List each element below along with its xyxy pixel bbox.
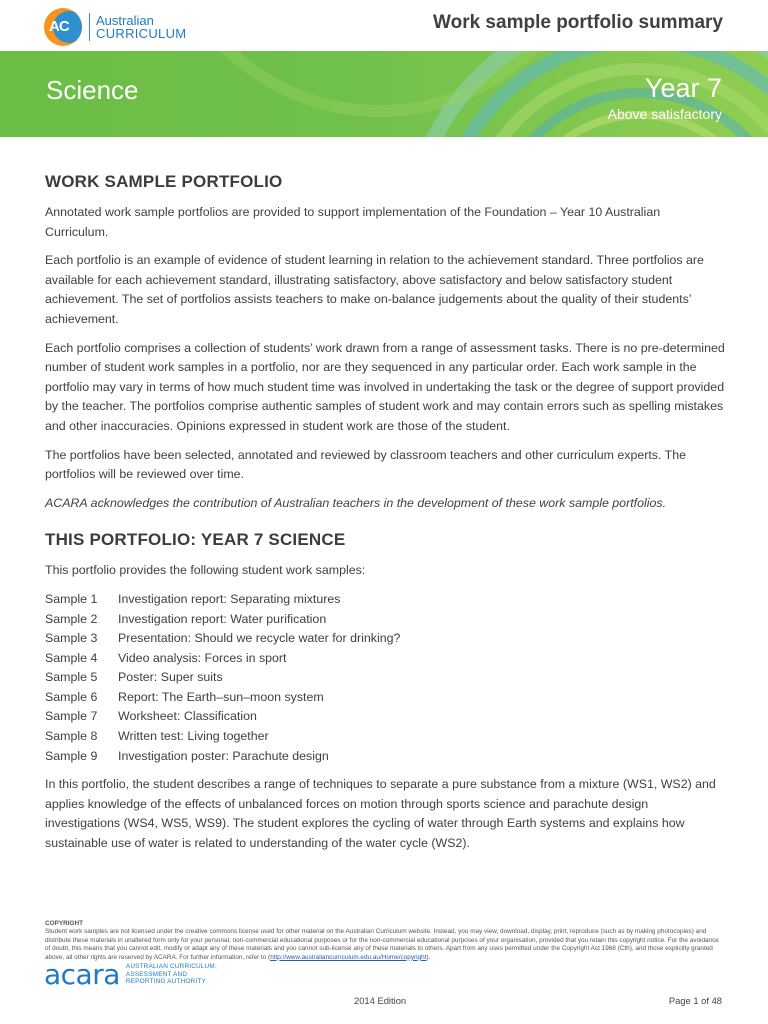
sample-title: Video analysis: Forces in sport bbox=[118, 650, 287, 665]
copyright-notice bbox=[45, 920, 725, 962]
sample-title: Investigation report: Water purification bbox=[118, 611, 327, 626]
list-item bbox=[45, 688, 725, 708]
sample-title: Worksheet: Classification bbox=[118, 709, 257, 724]
acknowledgement: ACARA acknowledges the contribution of Australian teachers in the development of these work sample portfolios. bbox=[45, 495, 667, 510]
sample-title: Poster: Super suits bbox=[118, 670, 223, 685]
sample-title: Investigation report: Separating mixtures bbox=[118, 591, 341, 606]
ac-logo-icon bbox=[44, 8, 82, 46]
section-heading-work-sample-portfolio: WORK SAMPLE PORTFOLIO bbox=[45, 172, 283, 191]
list-item bbox=[45, 727, 725, 747]
sample-number: Sample 3 bbox=[45, 631, 98, 646]
page-header bbox=[0, 0, 768, 50]
sample-number: Sample 6 bbox=[45, 689, 98, 704]
acara-wordmark: acara bbox=[44, 958, 120, 991]
sample-number: Sample 7 bbox=[45, 709, 98, 724]
document-title: Work sample portfolio summary bbox=[433, 12, 723, 33]
acara-logo bbox=[44, 958, 217, 991]
australian-curriculum-logo bbox=[44, 8, 186, 46]
logo-line1: Australian bbox=[96, 13, 154, 28]
list-item bbox=[45, 668, 725, 688]
paragraph: The portfolios have been selected, annotated and reviewed by classroom teachers and other curriculum experts. The portfolios will be reviewed over time. bbox=[45, 447, 687, 482]
sample-number: Sample 2 bbox=[45, 611, 98, 626]
sample-number: Sample 1 bbox=[45, 591, 98, 606]
year-level: Year 7 bbox=[644, 73, 722, 103]
list-item bbox=[45, 610, 725, 630]
section-heading-this-portfolio: THIS PORTFOLIO: YEAR 7 SCIENCE bbox=[45, 530, 346, 550]
portfolio-summary: In this portfolio, the student describes a range of techniques to separate a pure substance from a mixture (WS1, WS2) and applies knowledge of the effects of unbalanced forces on motion through sports science and parachute design investigations (WS4, WS5, WS9). The student explores the cycling of water through Earth systems and explains how sustainable use of water is related to understanding of the water cycle (WS2). bbox=[45, 777, 716, 851]
subject-banner bbox=[0, 51, 768, 137]
page-footer bbox=[0, 958, 768, 1024]
page-number: Page 1 of 48 bbox=[668, 995, 722, 1006]
list-item bbox=[45, 649, 725, 669]
sample-number: Sample 9 bbox=[45, 748, 98, 763]
logo-mark: AC bbox=[49, 18, 69, 35]
sample-list bbox=[45, 590, 725, 766]
paragraph: Each portfolio comprises a collection of students’ work drawn from a range of assessment tasks. There is no pre-determined number of student work samples in a portfolio, nor are they sequenced in any particular order. Each work sample in the portfolio may vary in terms of how much student time was involved in undertaking the task or the degree of support provided by the teacher. The portfolios comprise authentic samples of student work and may contain errors such as spelling mistakes and other inaccuracies. Opinions expressed in student work are those of the student. bbox=[45, 340, 725, 433]
sample-title: Written test: Living together bbox=[118, 729, 269, 744]
copyright-title: COPYRIGHT bbox=[45, 920, 83, 927]
list-item bbox=[45, 629, 725, 649]
copyright-tail: ). bbox=[426, 953, 431, 961]
main-content bbox=[45, 172, 725, 863]
sample-number: Sample 4 bbox=[45, 650, 98, 665]
sample-title: Investigation poster: Parachute design bbox=[118, 748, 329, 763]
acara-line3: REPORTING AUTHORITY bbox=[125, 978, 206, 986]
copyright-link[interactable]: http://www.australiancurriculum.edu.au/Home/copyright bbox=[270, 953, 427, 961]
logo-text bbox=[96, 14, 186, 40]
list-item bbox=[45, 590, 725, 610]
achievement-level: Above satisfactory bbox=[607, 106, 722, 122]
samples-intro: This portfolio provides the following student work samples: bbox=[45, 563, 366, 578]
copyright-text: Student work samples are not licensed under the creative commons license used for other material on the Australian Curriculum website. Instead, you may view, download, display, print, reproduce (such as by making photocopies) and distribute these materials in unaltered form only for your personal, non-commercial educational purposes or for the non-commercial educational purposes of your organisation, provided that you retain this copyright notice. For the avoidance of doubt, this means that you cannot edit, modify or adapt any of these materials and you cannot sub-license any of these materials to others. Apart from any uses permitted under the Copyright Act 1968 (Cth), and those explicitly granted above, all other rights are reserved by ACARA. For further information, refer to ( bbox=[45, 928, 719, 961]
sample-title: Presentation: Should we recycle water for drinking? bbox=[118, 631, 401, 646]
logo-divider bbox=[89, 13, 90, 41]
paragraph: Annotated work sample portfolios are provided to support implementation of the Foundation – Year 10 Australian Curriculum. bbox=[45, 205, 661, 239]
list-item bbox=[45, 747, 725, 767]
list-item bbox=[45, 707, 725, 727]
logo-line2: CURRICULUM bbox=[96, 26, 187, 41]
edition-label: 2014 Edition bbox=[354, 995, 407, 1006]
acara-full-name bbox=[126, 963, 217, 986]
paragraph: Each portfolio is an example of evidence of student learning in relation to the achievement standard. Three portfolios are available for each achievement standard, illustrating satisfactory, above satisfactory and below satisfactory student achievement. The set of portfolios assists teachers to make on-balance judgements about the quality of their students’ achievement. bbox=[45, 253, 704, 326]
subject-title: Science bbox=[46, 75, 139, 105]
acara-line1: AUSTRALIAN CURRICULUM, bbox=[125, 963, 217, 971]
sample-number: Sample 8 bbox=[45, 729, 98, 744]
acara-line2: ASSESSMENT AND bbox=[125, 970, 188, 978]
sample-number: Sample 5 bbox=[45, 670, 98, 685]
sample-title: Report: The Earth–sun–moon system bbox=[118, 689, 324, 704]
